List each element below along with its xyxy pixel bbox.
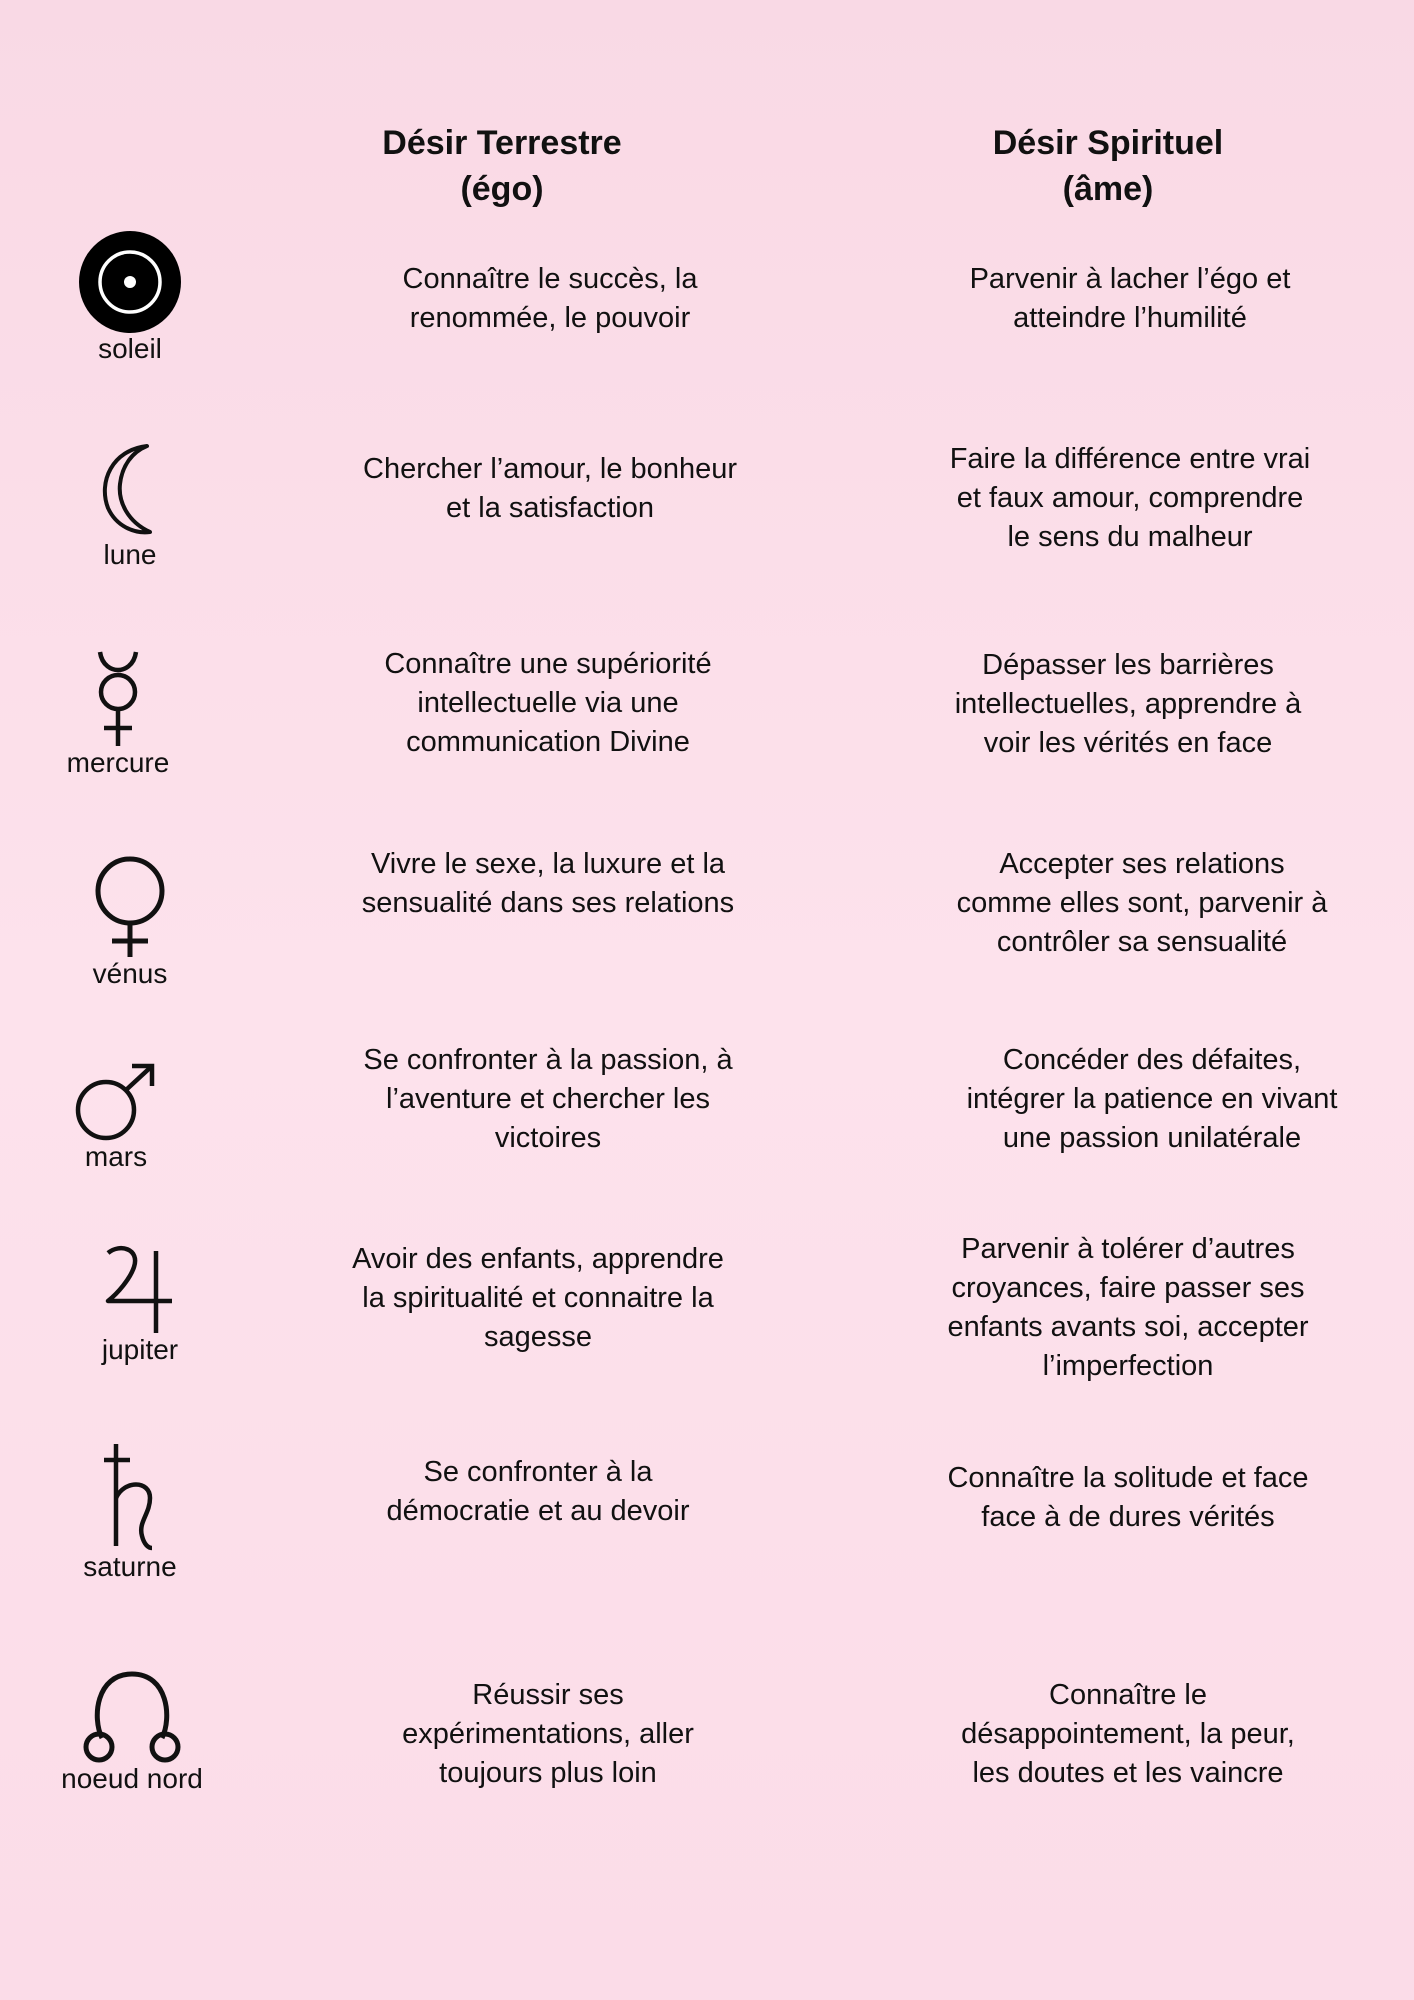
header-ego-title: Désir Terrestre (382, 124, 622, 162)
planet-name: noeud nord (61, 1763, 203, 1794)
north-node-icon (82, 1668, 182, 1764)
planet-name: mercure (66, 747, 170, 778)
venus-icon (90, 855, 170, 959)
ame-text: Dépasser les barrières intellectuelles, apprendre à voir les vérités en face (954, 649, 1302, 759)
mercury-icon (88, 648, 148, 748)
ame-text: Parvenir à tolérer d’autres croyances, faire passer ses enfants avants soi, accepter l’imperfection (947, 1233, 1309, 1382)
mars-icon (74, 1062, 158, 1142)
planet-name: jupiter (101, 1334, 179, 1365)
header-ego (272, 120, 732, 212)
planet-lune (30, 440, 230, 572)
ego-text: Se confronter à la démocratie et au devoir (386, 1456, 690, 1527)
ame-text: Concéder des défaites, intégrer la patience en vivant une passion unilatérale (966, 1044, 1338, 1154)
moon-icon (90, 440, 170, 540)
ego-text: Chercher l’amour, le bonheur et la satisfaction (363, 453, 737, 524)
planet-name: lune (103, 539, 157, 570)
planet-noeud-nord (32, 1668, 232, 1796)
jupiter-icon (100, 1245, 180, 1335)
planet-soleil (30, 230, 230, 366)
saturn-icon (90, 1440, 170, 1552)
ame-text: Faire la différence entre vrai et faux amour, comprendre le sens du malheur (949, 443, 1311, 553)
ame-text: Connaître le désappointement, la peur, les doutes et les vaincre (961, 1679, 1295, 1789)
header-ego-subtitle: (égo) (460, 170, 544, 208)
ego-text: Avoir des enfants, apprendre la spiritualité et connaitre la sagesse (352, 1243, 724, 1353)
header-ame-title: Désir Spirituel (992, 124, 1224, 162)
ego-text: Connaître le succès, la renommée, le pouvoir (402, 263, 698, 334)
ego-text: Connaître une supériorité intellectuelle via une communication Divine (384, 648, 712, 758)
planet-name: mars (84, 1141, 148, 1172)
planet-saturne (30, 1440, 230, 1584)
header-ame-subtitle: (âme) (1062, 170, 1154, 208)
header-ame (878, 120, 1338, 212)
planet-jupiter (40, 1245, 240, 1367)
ame-text: Connaître la solitude et face face à de dures vérités (947, 1462, 1309, 1533)
ego-text: Vivre le sexe, la luxure et la sensualité dans ses relations (361, 848, 735, 919)
planet-name: soleil (98, 333, 162, 364)
planet-name: vénus (92, 958, 168, 989)
planet-name: saturne (83, 1551, 177, 1582)
ego-text: Se confronter à la passion, à l’aventure et chercher les victoires (363, 1044, 733, 1154)
planet-mars (16, 1062, 216, 1174)
ame-text: Parvenir à lacher l’égo et atteindre l’humilité (969, 263, 1291, 334)
ame-text: Accepter ses relations comme elles sont, parvenir à contrôler sa sensualité (956, 848, 1328, 958)
planet-mercure (18, 648, 218, 780)
ego-text: Réussir ses expérimentations, aller toujours plus loin (402, 1679, 694, 1789)
planet-venus (30, 855, 230, 991)
sun-icon (78, 230, 182, 334)
